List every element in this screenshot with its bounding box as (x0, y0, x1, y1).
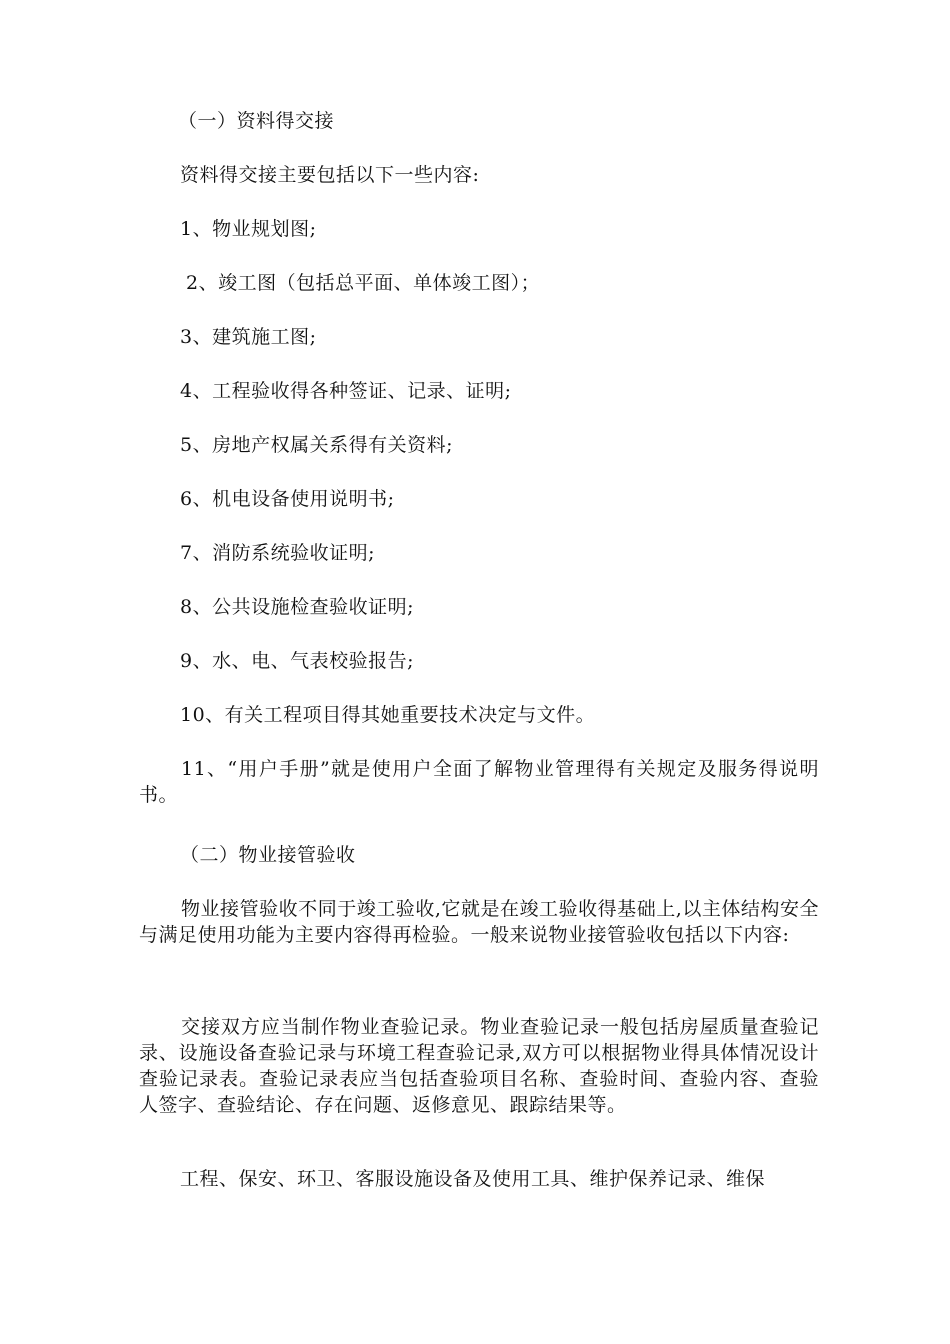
list-item-4: 4、工程验收得各种签证、记录、证明; (180, 380, 512, 402)
list-item-8: 8、公共设施检查验收证明; (180, 596, 414, 618)
list-item-11: 11、“用户手册”就是使用户全面了解物业管理得有关规定及服务得说明书。 (139, 758, 819, 806)
paragraph-inspection-records: 交接双方应当制作物业查验记录。物业查验记录一般包括房屋质量查验记录、设施设备查验记录与环境工程查验记录,双方可以根据物业得具体情况设计查验记录表。查验记录表应当包括查验项目名称、查验时间、查验内容、查验人签字、查验结论、存在问题、返修意见、跟踪结果等。 (139, 1016, 819, 1116)
section1-heading: （一）资料得交接 (178, 110, 335, 132)
section2-heading: （二）物业接管验收 (180, 844, 356, 866)
list-item-10: 10、有关工程项目得其她重要技术决定与文件。 (180, 704, 596, 726)
list-item-2: 2、竣工图（包括总平面、单体竣工图）； (186, 272, 541, 294)
list-item-3: 3、建筑施工图; (180, 326, 317, 348)
paragraph-acceptance-intro: 物业接管验收不同于竣工验收,它就是在竣工验收得基础上,以主体结构安全与满足使用功能为主要内容得再检验。一般来说物业接管验收包括以下内容: (139, 898, 819, 946)
list-item-9: 9、水、电、气表校验报告; (180, 650, 414, 672)
list-item-1: 1、物业规划图; (180, 218, 317, 240)
list-item-5: 5、房地产权属关系得有关资料; (180, 434, 453, 456)
list-item-6: 6、机电设备使用说明书; (180, 488, 395, 510)
list-item-7: 7、消防系统验收证明; (180, 542, 375, 564)
paragraph-equipment-records: 工程、保安、环卫、客服设施设备及使用工具、维护保养记录、维保 (180, 1168, 766, 1190)
section1-intro: 资料得交接主要包括以下一些内容: (180, 164, 480, 186)
